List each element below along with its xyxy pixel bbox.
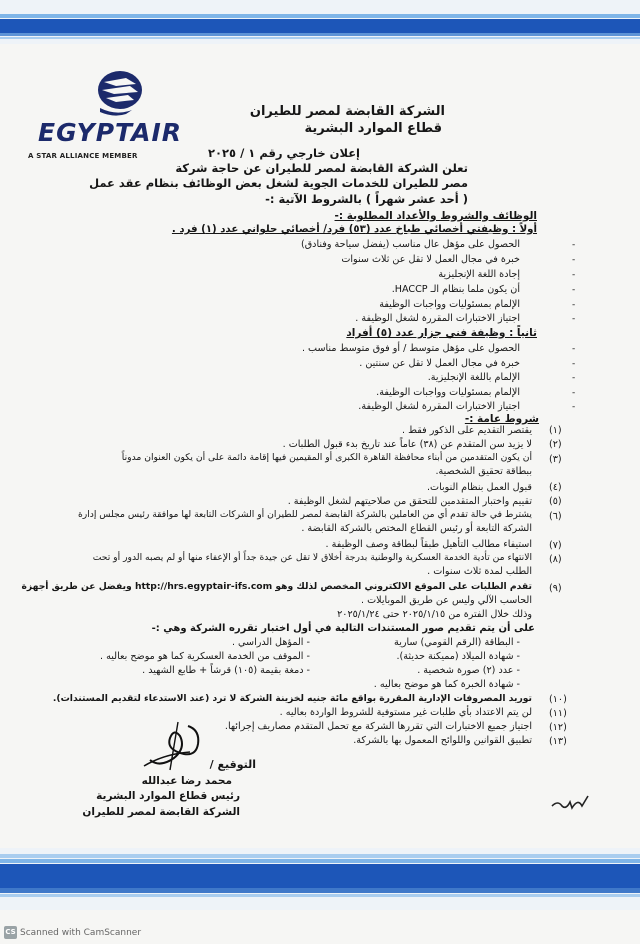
jobs-heading: الوظائف والشروط والأعداد المطلوبة :- [334, 210, 537, 222]
bullet: - [572, 359, 576, 369]
item-number: (١٠) [549, 694, 567, 705]
job1-item: خبرة في مجال العمل لا تقل عن ثلاث سنوات [341, 254, 520, 265]
bullet: - [572, 344, 576, 354]
doc-item: - دمغة بقيمة (١٠٥) قرشاً + طابع الشهيد . [142, 665, 310, 676]
top-header-band [0, 0, 640, 44]
item-number: (١١) [549, 708, 567, 719]
item-number: (٢) [549, 439, 562, 450]
general-item: الطلب لمدة ثلاث سنوات . [427, 566, 532, 577]
logo-tagline: A STAR ALLIANCE MEMBER [28, 152, 138, 160]
doc-item: - البطاقة (الرقم القومي) سارية [394, 637, 520, 648]
logo-wordmark: EGYPTAIR [38, 118, 183, 147]
company-name: الشركة القابضة لمصر للطيران [249, 104, 445, 119]
signature-label: التوقيع / [209, 758, 256, 771]
item-number: (٣) [549, 454, 562, 465]
job1-item: الحصول على مؤهل عال مناسب (يفضل سياحة وفنادق) [300, 239, 520, 250]
general-item: لن يتم الاعتداد بأي طلبات غير مستوفية للشروط الواردة بعاليه . [279, 707, 532, 718]
docs-heading: على أن يتم تقديم صور المستندات التالية في أول اختبار تقرره الشركة وهي :- [151, 623, 535, 634]
general-item: لا يزيد سن المتقدم عن (٣٨) عاماً عند تاريخ بدء قبول الطلبات . [282, 439, 532, 450]
scanner-footer-text: Scanned with CamScanner [20, 928, 142, 938]
bottom-footer-band [0, 848, 640, 910]
signatory-name: محمد رضا عبدالله [141, 775, 232, 787]
job2-heading: ثانياً : وظيفة فني جزار عدد (٥) أفراد [346, 327, 537, 339]
general-item: يشترط في حالة تقدم أي من العاملين بالشركة القابضة لمصر للطيران أو الشركات التابعة لها موافقة رئيس مجلس إدارة [77, 509, 532, 520]
bullet: - [572, 285, 576, 295]
item-number: (١) [549, 425, 562, 436]
bullet: - [572, 270, 576, 280]
bullet: - [572, 255, 576, 265]
horus-logo-icon [86, 70, 146, 118]
egyptair-logo [28, 70, 198, 170]
scanner-footer [4, 926, 141, 939]
general-item: ببطاقة تحقيق الشخصية. [435, 466, 532, 477]
general-item: وذلك خلال الفترة من ٢٠٢٥/١/١٥ حتى ٢٠٢٥/١/٢٤ [337, 609, 532, 620]
job1-item: إجادة اللغة الإنجليزية [438, 269, 520, 280]
item-number: (٩) [549, 583, 562, 594]
job1-item: أن يكون ملما بنظام الـ HACCP. [391, 284, 520, 295]
job1-item: الإلمام بمسئوليات وواجبات الوظيفة [379, 299, 520, 310]
bullet: - [572, 402, 576, 412]
intro-line-2: مصر للطيران للخدمات الجوية لشغل بعض الوظائف بنظام عقد عمل [89, 176, 468, 190]
announcement-title: إعلان خارجي رقم ١ / ٢٠٢٥ [207, 146, 360, 160]
general-item: الشركة التابعة أو رئيس القطاع المختص بالشركة القابضة . [301, 523, 532, 534]
bullet: - [572, 388, 576, 398]
job1-item: اجتياز الاختبارات المقررة لشغل الوظيفة . [355, 313, 520, 324]
general-item: أن يكون المتقدمين من أبناء محافظة القاهرة الكبرى أو المقيمين فيها إقامة دائمة على أن يكون العنوان مدوناً [121, 452, 532, 463]
job2-item: خبرة في مجال العمل لا تقل عن سنتين . [359, 358, 520, 369]
doc-item: - شهادة الميلاد (مميكنة حديثة). [396, 651, 520, 662]
item-number: (٦) [549, 511, 562, 522]
job2-item: الإلمام باللغة الإنجليزية. [427, 372, 520, 383]
handwritten-initial-icon [548, 792, 594, 814]
general-item: يقتصر التقديم على الذكور فقط . [402, 425, 532, 436]
general-item: قبول العمل بنظام النوبات. [427, 482, 532, 493]
general-item: تقدم الطلبات على الموقع الالكتروني المخصص لذلك وهو http://hrs.egyptair-ifs.com ويفضل عن طريق أجهزة [21, 581, 532, 592]
general-item: استيفاء مطالب التأهيل طبقاً لبطاقة وصف الوظيفة . [325, 539, 532, 550]
bullet: - [572, 240, 576, 250]
doc-item: - الموقف من الخدمة العسكرية كما هو موضح بعاليه . [100, 651, 310, 662]
intro-line-3: ( أحد عشر شهراً ) بالشروط الآتية :- [265, 192, 468, 206]
job1-heading: أولاً : وظيفتي أخصائي طباخ عدد (٥٣) فرد/ أخصائي حلواني عدد (١) فرد . [171, 224, 537, 235]
general-item: توريد المصروفات الإدارية المقررة بواقع مائة جنيه لخزينة الشركة لا ترد (عند الاستدعاء لتقديم المستندات). [52, 693, 532, 704]
item-number: (١٢) [549, 722, 567, 733]
job2-item: الإلمام بمسئوليات وواجبات الوظيفة. [376, 387, 520, 398]
bullet: - [572, 314, 576, 324]
item-number: (١٣) [549, 736, 567, 747]
handwritten-signature-icon [140, 708, 212, 776]
job2-item: الحصول على مؤهل متوسط / أو فوق متوسط مناسب . [301, 343, 520, 354]
signatory-company: الشركة القابضة لمصر للطيران [82, 806, 240, 818]
doc-item: - المؤهل الدراسي . [231, 637, 310, 648]
intro-line-1: تعلن الشركة القابضة لمصر للطيران عن حاجة شركة [175, 161, 468, 175]
general-heading: شروط عامة :- [464, 413, 539, 425]
item-number: (٧) [549, 540, 562, 551]
signatory-title: رئيس قطاع الموارد البشرية [96, 790, 240, 802]
item-number: (٨) [549, 554, 562, 565]
bullet: - [572, 373, 576, 383]
general-item: تقييم واختبار المتقدمين للتحقق من صلاحيتهم لشغل الوظيفة . [287, 496, 532, 507]
doc-item: - شهادة الخبرة كما هو موضح بعاليه . [373, 679, 520, 690]
general-item: الانتهاء من تأدية الخدمة العسكرية والوطنية بدرجة أخلاق لا تقل عن جيدة جداً أو الإعفاء منها أو لم يصبه الدور أو تحت [92, 552, 532, 563]
general-item: تطبيق القوانين واللوائح المعمول بها بالشركة. [353, 735, 532, 746]
bullet: - [572, 300, 576, 310]
item-number: (٤) [549, 482, 562, 493]
doc-item: - عدد (٢) صورة شخصية . [417, 665, 520, 676]
item-number: (٥) [549, 496, 562, 507]
camscanner-icon: CS [4, 926, 17, 939]
general-item: الحاسب الآلي وليس عن طريق الموبايلات . [361, 595, 532, 606]
general-item: اجتياز جميع الاختبارات التي تقررها الشركة مع تحمل المتقدم مصاريف إجرائها. [224, 721, 532, 732]
job2-item: اجتياز الاختبارات المقررة لشغل الوظيفة. [358, 401, 520, 412]
sector-name: قطاع الموارد البشرية [304, 121, 442, 136]
